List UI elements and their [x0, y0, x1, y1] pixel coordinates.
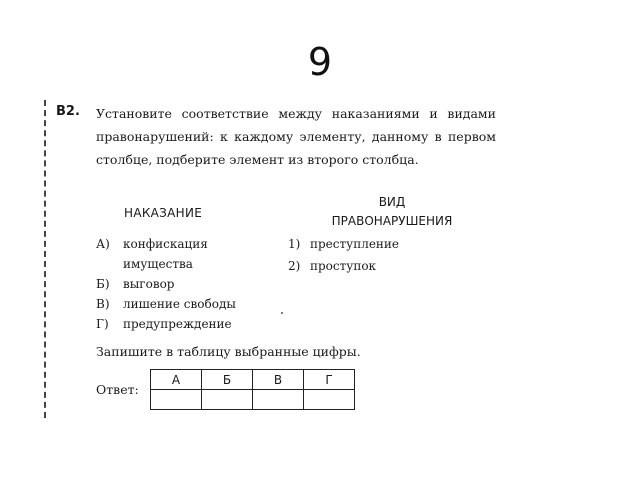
item-text-continuation: имущества: [123, 257, 193, 271]
stray-dot: [281, 312, 283, 314]
punishment-item-a-continuation: [96, 254, 236, 274]
punishment-item-g: [96, 314, 236, 334]
item-letter: Г): [96, 317, 109, 331]
answer-cell-g[interactable]: [304, 390, 355, 410]
task-id: В2.: [56, 104, 80, 119]
item-letter: Б): [96, 277, 110, 291]
item-number: 1): [288, 237, 301, 251]
offense-item-2: [288, 256, 399, 278]
answer-header-g: Г: [304, 370, 355, 390]
punishment-list: [96, 234, 236, 334]
item-text: проступок: [310, 259, 377, 273]
answer-cell-v[interactable]: [253, 390, 304, 410]
offense-item-1: [288, 234, 399, 256]
answer-table-input-row: [151, 390, 355, 410]
item-text: выговор: [123, 277, 175, 291]
item-letter: А): [96, 237, 110, 251]
answer-label: Ответ:: [96, 382, 139, 397]
answer-header-v: В: [253, 370, 304, 390]
left-column-header: НАКАЗАНИЕ: [124, 206, 203, 220]
item-letter: В): [96, 297, 110, 311]
punishment-item-v: [96, 294, 236, 314]
punishment-item-a: [96, 234, 236, 254]
item-text: лишение свободы: [123, 297, 236, 311]
margin-dashed-line: [44, 100, 46, 418]
punishment-item-b: [96, 274, 236, 294]
right-column-header-line1: ВИД: [378, 195, 406, 209]
answer-cell-a[interactable]: [151, 390, 202, 410]
item-text: предупреждение: [123, 317, 232, 331]
answer-cell-b[interactable]: [202, 390, 253, 410]
item-text: преступление: [310, 237, 400, 251]
offense-type-list: [288, 234, 399, 278]
right-column-header-line2: ПРАВОНАРУШЕНИЯ: [331, 214, 453, 228]
item-number: 2): [288, 259, 301, 273]
answer-header-a: А: [151, 370, 202, 390]
answer-table-header-row: [151, 370, 355, 390]
right-column-header: [300, 193, 484, 231]
instruction-text: Запишите в таблицу выбранные цифры.: [96, 344, 361, 359]
task-text: Установите соответствие между наказаниями и видами правонарушений: к каждому элементу, данному в первом столбце, подберите элемент из второго столбца.: [96, 106, 496, 167]
answer-table: [150, 369, 355, 410]
page-number: 9: [307, 40, 333, 84]
answer-header-b: Б: [202, 370, 253, 390]
item-text: конфискация: [123, 237, 208, 251]
